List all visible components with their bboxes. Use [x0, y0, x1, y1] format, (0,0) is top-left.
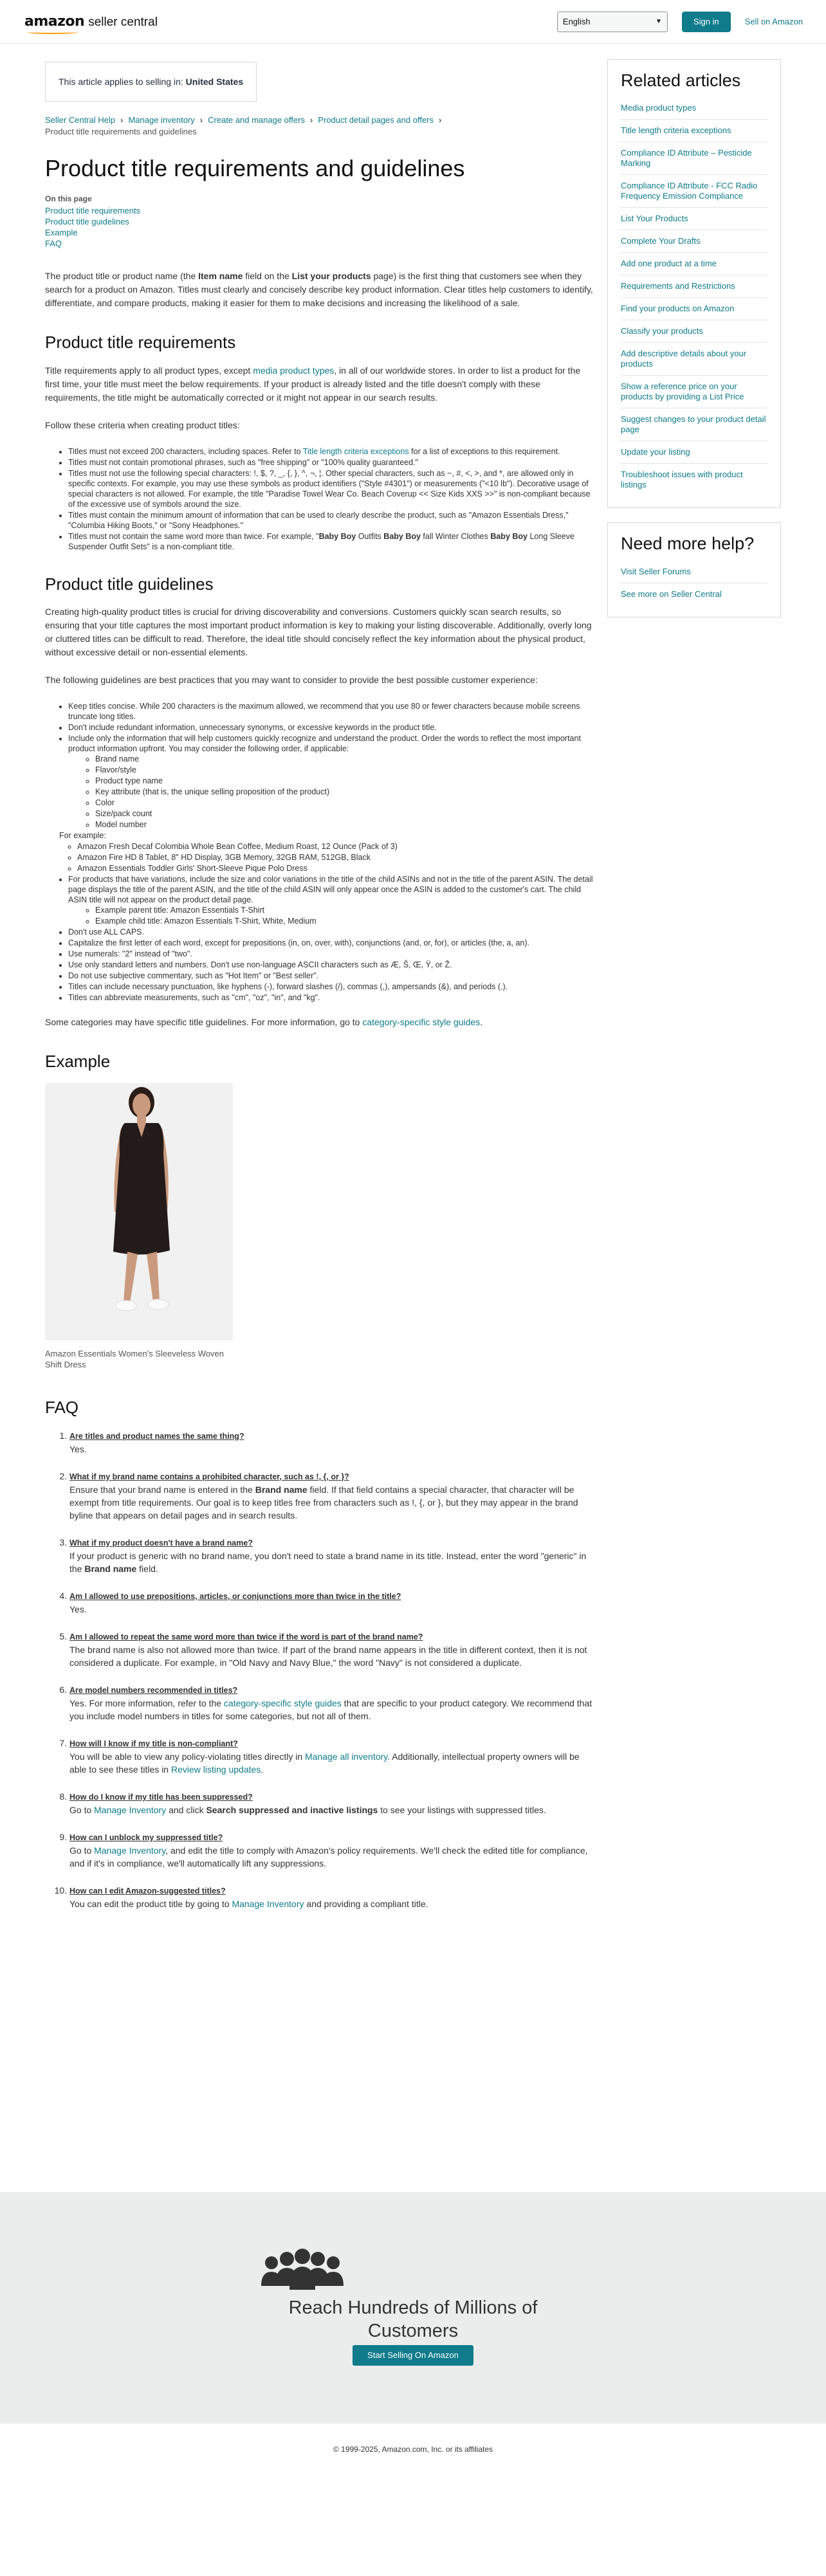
promo-line-1: Reach Hundreds of Millions of [288, 2297, 538, 2318]
list-item: • Use only standard letters and numbers. Don't use non-language ASCII characters such as Æ, Š, Œ, Ÿ, or Ž. [68, 960, 597, 970]
people-group-icon [257, 2249, 347, 2296]
chevron-right-icon: › [309, 115, 313, 125]
list-item: • Don't use ALL CAPS. [68, 927, 597, 937]
related-link[interactable]: Requirements and Restrictions [621, 275, 767, 298]
chevron-right-icon: › [120, 115, 124, 125]
related-link[interactable]: Compliance ID Attribute - FCC Radio Frequency Emission Compliance [621, 175, 767, 208]
manage-inventory-link[interactable]: Manage Inventory [94, 1845, 166, 1856]
chevron-down-icon: ▼ [656, 17, 662, 25]
faq-question[interactable]: 9. How can I unblock my suppressed title? [69, 1832, 223, 1842]
seller-central-logo[interactable] [24, 12, 158, 32]
applies-country: United States [185, 77, 244, 87]
list-item: • Include only the information that will help customers quickly recognize and understand the product. Order the words to reflect the most important product information upfront. You may consider the following order, if applicable: ◦ Brand name ◦ Flavor/style ◦ Product type name ◦ Key attribute (that is, the unique selling proposition of the product) ◦ Color ◦ Size/pack count ◦ Model number [68, 733, 597, 830]
list-item: • For products that have variations, include the size and color variations in the title of the child ASINs and not in the title of the parent ASIN. The detail page displays the title of the parent ASIN, and the title of the child ASIN will only appear once the ASIN is added to the customer's cart. The child ASIN title will not appear on the product detail page. ◦ Example parent title: Amazon Essentials T-Shirt ◦ Example child title: Amazon Essentials T-Shirt, White, Medium [68, 874, 597, 926]
guidelines-list [45, 701, 597, 1003]
faq-answer: The brand name is also not allowed more than twice. If part of the brand name appears in the title in different context, then it is not considered a duplicate. For example, in "Old Navy and Navy Blue," the word "Navy" is not considered a duplicate. [69, 1644, 587, 1668]
examples-list [59, 841, 597, 873]
list-item: • Do not use subjective commentary, such as "Hot Item" or "Best seller". [68, 971, 597, 981]
list-item: ◦ Example child title: Amazon Essentials T-Shirt, White, Medium [95, 916, 597, 926]
list-item: • Titles must not contain the same word more than twice. For example, "Baby Boy Outfits Baby Boy fall Winter Clothes Baby Boy Long Sleeve Suspender Outfit Sets" is a non-compliant title. [68, 531, 597, 552]
list-item: ◦ Color [95, 798, 597, 808]
list-item: ◦ Brand name [95, 754, 597, 764]
related-link[interactable]: Media product types [621, 97, 767, 120]
promo-banner [0, 2192, 826, 2424]
language-value: English [562, 16, 591, 26]
style-guides-link[interactable]: category-specific style guides [362, 1017, 481, 1028]
list-item: ◦ Amazon Fresh Decaf Colombia Whole Bean Coffee, Medium Roast, 12 Ounce (Pack of 3) [77, 841, 597, 852]
top-bar [0, 0, 826, 44]
list-item: ◦ Amazon Fire HD 8 Tablet, 8" HD Display, 3GB Memory, 32GB RAM, 512GB, Black [77, 852, 597, 863]
faq-item [69, 1630, 597, 1669]
copyright: © 1999-2025, Amazon.com, Inc. or its affiliates [333, 2445, 493, 2454]
title-length-exceptions-link[interactable]: Title length criteria exceptions [302, 446, 409, 456]
faq-question[interactable]: 1. Are titles and product names the same thing? [69, 1431, 244, 1441]
requirements-paragraph: Title requirements apply to all product types, except media product types, in all of our worldwide stores. In order to list a product for the first time, your title must meet the below requirements. If your product is already listed and the title doesn't comply with these requirements, the title might be automatically corrected or it might not appear in our search results. [45, 365, 581, 403]
related-link[interactable]: Complete Your Drafts [621, 230, 767, 253]
related-articles-box [607, 59, 781, 508]
sell-on-amazon-link[interactable]: Sell on Amazon [744, 16, 803, 26]
sign-in-button[interactable]: Sign in [682, 12, 731, 32]
language-select[interactable] [557, 12, 668, 32]
manage-all-inventory-link[interactable]: Manage all inventory [305, 1751, 388, 1762]
list-item: • Capitalize the first letter of each word, except for prepositions (in, on, over, with), conjunctions (and, or, for), or articles (the, a, an). [68, 938, 597, 948]
intro-paragraph: The product title or product name (the Item name field on the List your products page) is the first thing that customers see when they search for a product on Amazon. Titles must clearly and concisely describe key product information. Clear titles help customers to identify, differentiate, and compare products, making it easier for them to make decisions and increasing the likelihood of a sale. [45, 270, 593, 308]
review-listing-updates-link[interactable]: Review listing updates [171, 1764, 261, 1775]
examples-container [59, 841, 597, 873]
faq-answer: You will be able to view any policy-violating titles directly in Manage all inventory. Additionally, intellectual property owners will be able to see these titles in Review listing updates. [69, 1751, 580, 1775]
example-product-image [45, 1083, 233, 1340]
style-guides-paragraph: Some categories may have specific title guidelines. For more information, go to category-specific style guides. [45, 1017, 483, 1028]
breadcrumb-current: Product title requirements and guidelines [45, 127, 197, 137]
breadcrumb-manage-inventory[interactable]: Manage inventory [128, 115, 195, 125]
applies-notice [45, 62, 257, 102]
related-link[interactable]: Suggest changes to your product detail page [621, 408, 767, 441]
title-order-list [68, 754, 597, 830]
guidelines-heading: Product title guidelines [45, 574, 214, 594]
media-product-types-link[interactable]: media product types [253, 365, 335, 376]
guidelines-paragraph: Creating high-quality product titles is crucial for driving discoverability and conversions. Customers quickly scan search results, so ensuring that your title captures the most important product information is key to making your listing discoverable. Additionally, overly long or cluttered titles can be difficult to read. Therefore, the ideal title should concisely reflect the key information about the physical product, without excessive detail or non-essential elements. [45, 607, 592, 658]
list-item: • Use numerals: "2" instead of "two". [68, 949, 597, 959]
breadcrumb-create-manage-offers[interactable]: Create and manage offers [208, 115, 305, 125]
for-example-label: For example: [59, 831, 106, 841]
related-link[interactable]: Update your listing [621, 441, 767, 464]
chevron-right-icon: › [439, 115, 442, 125]
otp-link-example[interactable]: Example [45, 227, 78, 237]
faq-question[interactable]: 4. Am I allowed to use prepositions, articles, or conjunctions more than twice in the title? [69, 1591, 401, 1601]
chevron-right-icon: › [199, 115, 203, 125]
faq-answer: Yes. For more information, refer to the category-specific style guides that are specific to your product category. We recommend that you include model numbers in titles for some categories, but not all of them. [69, 1697, 592, 1721]
logo-seller-central: seller central [88, 15, 158, 29]
list-item: ◦ Flavor/style [95, 765, 597, 775]
faq-item [69, 1683, 597, 1722]
manage-inventory-link[interactable]: Manage Inventory [232, 1898, 304, 1909]
related-link[interactable]: Add descriptive details about your products [621, 343, 767, 376]
example-heading: Example [45, 1052, 111, 1072]
see-more-link[interactable]: See more on Seller Central [621, 589, 722, 599]
breadcrumb [45, 114, 597, 138]
otp-link-requirements[interactable]: Product title requirements [45, 205, 141, 215]
related-link[interactable]: Find your products on Amazon [621, 298, 767, 320]
related-link[interactable]: Troubleshoot issues with product listings [621, 470, 743, 490]
list-item: • Titles must not exceed 200 characters, including spaces. Refer to Title length criteria exceptions for a list of exceptions to this requirement. [68, 446, 597, 457]
list-item: ◦ Size/pack count [95, 808, 597, 819]
faq-answer: You can edit the product title by going to Manage Inventory and providing a compliant title. [69, 1898, 428, 1909]
list-item: • Titles must contain the minimum amount of information that can be used to clearly describe the product, such as "Amazon Essentials Dress," "Columbia Hiking Boots," or "Sony Headphones." [68, 510, 597, 531]
faq-question[interactable]: 2. What if my brand name contains a prohibited character, such as !, {, or }? [69, 1472, 349, 1481]
related-link[interactable]: Show a reference price on your products by providing a List Price [621, 376, 767, 408]
need-help-box [607, 522, 781, 617]
related-link[interactable]: Compliance ID Attribute – Pesticide Marking [621, 142, 767, 175]
faq-list [45, 1429, 597, 1910]
faq-item [69, 1429, 597, 1456]
list-item: ◦ Key attribute (that is, the unique selling proposition of the product) [95, 787, 597, 797]
faq-question[interactable]: 5. Am I allowed to repeat the same word more than twice if the word is part of the brand name? [69, 1632, 423, 1641]
on-this-page [45, 194, 597, 248]
logo-amazon: amazon [24, 12, 84, 32]
list-item: ◦ Example parent title: Amazon Essentials T-Shirt [95, 905, 597, 915]
faq-answer: Yes. [69, 1443, 87, 1454]
list-item: ◦ Product type name [95, 776, 597, 786]
example-caption: Amazon Essentials Women's Sleeveless Woven Shift Dress [45, 1348, 225, 1369]
requirements-heading: Product title requirements [45, 332, 236, 352]
faq-question[interactable]: 6. Are model numbers recommended in titles? [69, 1685, 238, 1695]
list-item: • Don't include redundant information, unnecessary synonyms, or excessive keywords in the product title. [68, 722, 597, 733]
otp-link-guidelines[interactable]: Product title guidelines [45, 216, 129, 226]
article-content [45, 62, 597, 1924]
faq-item [69, 1470, 597, 1522]
faq-style-guides-link[interactable]: category-specific style guides [223, 1697, 342, 1708]
breadcrumb-detail-pages[interactable]: Product detail pages and offers [318, 115, 434, 125]
start-selling-button[interactable]: Start Selling On Amazon [353, 2345, 473, 2366]
faq-question[interactable]: 10. How can I edit Amazon-suggested titles? [69, 1886, 226, 1895]
related-link[interactable]: Classify your products [621, 320, 767, 343]
otp-link-faq[interactable]: FAQ [45, 238, 62, 248]
faq-item [69, 1536, 597, 1575]
promo-line-2: Customers [367, 2321, 459, 2341]
dress-illustration [45, 1083, 233, 1340]
sidebar [607, 59, 781, 632]
requirements-list [45, 446, 597, 552]
list-item: • Titles must not use the following special characters: !, $, ?, _, {, }, ^, ¬, ¦. Other special characters, such as ~, #, <, >, and *, are allowed only in specific contexts. For example, you may use these symbols as product identifiers ("Style #4301") or measurements ("<10 lb"). Decorative usage of special characters is not allowed. For example, the title "Paradise Towel Wear Co. Beach Coverup << Size Kids XXS >>" is non-compliant because of the excessive use of symbols around the size. [68, 468, 597, 509]
list-item: • Keep titles concise. While 200 characters is the maximum allowed, we recommend that you use 80 or fewer characters because mobile screens truncate long titles. [68, 701, 597, 722]
page-title: Product title requirements and guidelines [45, 155, 465, 182]
guidelines-intro: The following guidelines are best practices that you may want to consider to provide the best possible customer experience: [45, 675, 538, 686]
faq-question[interactable]: 3. What if my product doesn't have a brand name? [69, 1538, 253, 1548]
faq-item [69, 1790, 597, 1816]
need-help-heading: Need more help? [621, 534, 755, 554]
faq-item [69, 1831, 597, 1870]
applies-prefix: This article applies to selling in: [59, 77, 183, 87]
related-link[interactable]: Title length criteria exceptions [621, 120, 767, 142]
faq-heading: FAQ [45, 1397, 79, 1417]
faq-answer: Ensure that your brand name is entered in the Brand name field. If that field contains a special character, that character will be exempt from title requirements. Our goal is to keep titles free from characters such as !, {, or }, but they may appear in the brand byline that appears on detail pages and in search results. [69, 1484, 578, 1521]
list-item: • Titles must not contain promotional phrases, such as "free shipping" or "100% quality guaranteed." [68, 457, 597, 468]
faq-item [69, 1589, 597, 1616]
list-item: ◦ Model number [95, 819, 597, 830]
faq-answer: Yes. [69, 1603, 87, 1614]
related-link[interactable]: Add one product at a time [621, 253, 767, 275]
faq-answer: If your product is generic with no brand name, you don't need to state a brand name in its title. Instead, enter the word "generic" in the Brand name field. [69, 1550, 587, 1574]
related-link[interactable]: List Your Products [621, 208, 767, 230]
on-this-page-label: On this page [45, 194, 92, 204]
manage-inventory-link[interactable]: Manage Inventory [94, 1804, 167, 1815]
breadcrumb-seller-central-help[interactable]: Seller Central Help [45, 115, 116, 125]
requirements-criteria-intro: Follow these criteria when creating product titles: [45, 419, 240, 430]
faq-item [69, 1737, 597, 1776]
faq-question[interactable]: 8. How do I know if my title has been suppressed? [69, 1792, 253, 1802]
list-item: ◦ Amazon Essentials Toddler Girls' Short-Sleeve Pique Polo Dress [77, 863, 597, 873]
faq-answer: Go to Manage Inventory and click Search suppressed and inactive listings to see your listings with suppressed titles. [69, 1804, 546, 1815]
list-item: • Titles can abbreviate measurements, such as "cm", "oz", "in", and "kg". [68, 992, 597, 1003]
related-articles-heading: Related articles [621, 71, 741, 90]
faq-question[interactable]: 7. How will I know if my title is non-compliant? [69, 1739, 238, 1748]
promo-text [0, 2296, 826, 2343]
seller-forums-link[interactable]: Visit Seller Forums [621, 561, 767, 583]
list-item: • Titles can include necessary punctuation, like hyphens (-), forward slashes (/), commas (,), ampersands (&), and periods (.). [68, 982, 597, 992]
faq-item [69, 1884, 597, 1910]
faq-answer: Go to Manage Inventory, and edit the title to comply with Amazon's policy requirements. We'll check the edited title for compliance, and if it's in compliance, we'll automatically lift any suppressions. [69, 1845, 588, 1868]
variation-examples-list [68, 905, 597, 926]
